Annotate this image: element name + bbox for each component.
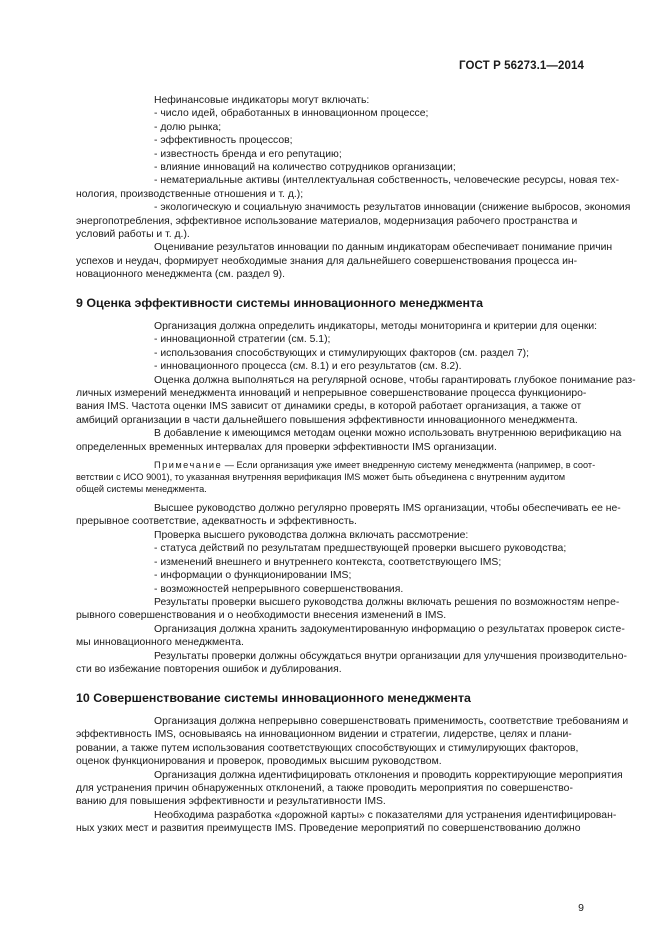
text-line: успехов и неудач, формирует необходимые знания для дальнейшего совершенствования процесса ин- <box>76 255 578 267</box>
text-line: Результаты проверки должны обсуждаться внутри организации для улучшения производительно- <box>154 650 627 662</box>
note-label: Примечание <box>154 460 223 471</box>
text-line: ванию для повышения эффективности и результативности IMS. <box>76 796 386 808</box>
text-line: личных измерений менеджмента инноваций и непрерывное совершенствование процесса функциониро- <box>76 388 587 400</box>
document-id: ГОСТ Р 56273.1—2014 <box>459 60 584 72</box>
text-line: условий работы и т. д.). <box>76 229 190 241</box>
list-item: - статуса действий по результатам предшествующей проверки высшего руководства; <box>154 543 567 555</box>
text-line: рывного совершенствования и о необходимости внесения изменений в IMS. <box>76 610 447 622</box>
text-line: эффективность IMS, основываясь на инновационном видении и стратегии, лидерстве, целях и плани- <box>76 729 572 741</box>
list-item: - использования способствующих и стимулирующих факторов (см. раздел 7); <box>154 347 529 359</box>
text-line: мы инновационного менеджмента. <box>76 637 244 649</box>
text-line: В добавление к имеющимся методам оценки можно использовать внутреннюю верификацию на <box>154 428 622 440</box>
section-10 <box>76 691 629 836</box>
list-item: - нематериальные активы (интеллектуальная собственность, человеческие ресурсы, новая тех- <box>154 175 620 187</box>
list-item: - возможностей непрерывного совершенствования. <box>154 583 404 595</box>
text-line: для устранения причин обнаруженных отклонений, а также проводить мероприятия по совершенство- <box>76 783 573 795</box>
text-line: оценок функционирования и проверок, проводимых высшим руководством. <box>76 756 442 768</box>
note-text: — Если организация уже имеет внедренную систему менеджмента (например, в соот- <box>222 460 596 471</box>
note-line: общей системы менеджмента. <box>76 484 207 495</box>
list-item: - число идей, обработанных в инновационном процессе; <box>154 108 429 120</box>
section-9-title: 9 Оценка эффективности системы инновационного менеджмента <box>76 296 483 310</box>
section-9 <box>76 296 636 676</box>
list-item: - влияние инноваций на количество сотрудников организации; <box>154 162 456 174</box>
indicators-intro: Нефинансовые индикаторы могут включать: <box>154 95 370 106</box>
text-line: прерывное соответствие, адекватность и эффективность. <box>76 516 357 528</box>
text-line: ровании, а также путем использования соответствующих способствующих и стимулирующих факторов, <box>76 742 579 754</box>
text-line: Организация должна идентифицировать отклонения и проводить корректирующие мероприятия <box>154 769 623 781</box>
list-item: - информации о функционировании IMS; <box>154 570 352 582</box>
text-line: вания IMS. Частота оценки IMS зависит от динамики среды, в которой работает организация, а также от <box>76 401 582 413</box>
text-line: амбиций организации в части дальнейшего повышения эффективности инновационного менеджмента. <box>76 414 578 426</box>
text-line: Необходима разработка «дорожной карты» с показателями для устранения идентифицирован- <box>154 809 617 821</box>
list-item: - инновационного процесса (см. 8.1) и его результатов (см. 8.2). <box>154 361 462 373</box>
list-item: - инновационной стратегии (см. 5.1); <box>154 334 331 346</box>
text-line: Результаты проверки высшего руководства должны включать решения по возможностям непре- <box>154 596 620 608</box>
text-line: Проверка высшего руководства должна включать рассмотрение: <box>154 529 469 541</box>
note <box>154 459 596 471</box>
list-item: - эффективность процессов; <box>154 135 293 147</box>
list-item: - известность бренда и его репутацию; <box>154 148 342 160</box>
text-line: нология, производственные отношения и т. д.); <box>76 188 304 200</box>
text-line: Организация должна хранить задокументированную информацию о результатах проверок систе- <box>154 623 625 635</box>
section-10-title: 10 Совершенствование системы инновационного менеджмента <box>76 691 471 705</box>
text-line: Оценка должна выполняться на регулярной основе, чтобы гарантировать глубокое понимание раз- <box>154 374 636 386</box>
page-number: 9 <box>578 902 584 914</box>
text-line: Организация должна непрерывно совершенствовать применимость, соответствие требованиям и <box>154 716 629 727</box>
list-item: - долю рынка; <box>154 121 222 133</box>
list-item: - экологическую и социальную значимость результатов инновации (снижение выбросов, экономия <box>154 202 631 214</box>
text-line: новационного менеджмента (см. раздел 9). <box>76 269 286 281</box>
note-line: ветствии с ИСО 9001), то указанная внутренняя верификация IMS может быть объединена с внутренним аудитом <box>76 472 566 483</box>
text-line: Организация должна определить индикаторы, методы мониторинга и критерии для оценки: <box>154 321 598 332</box>
text-line: Оценивание результатов инновации по данным индикаторам обеспечивает понимание причин <box>154 242 613 254</box>
text-line: сти во избежание повторения ошибок и дублирования. <box>76 663 342 675</box>
list-item: - изменений внешнего и внутреннего контекста, соответствующего IMS; <box>154 556 502 568</box>
text-line: ных узких мест и развития преимуществ IMS. Проведение мероприятий по совершенствованию должно <box>76 823 581 835</box>
text-line: Высшее руководство должно регулярно проверять IMS организации, чтобы обеспечивать ее не- <box>154 503 621 515</box>
text-line: определенных временных интервалах для проверки эффективности IMS организации. <box>76 441 497 453</box>
text-line: энергопотребления, эффективное использование материалов, модернизация рабочего пространства и <box>76 215 578 227</box>
